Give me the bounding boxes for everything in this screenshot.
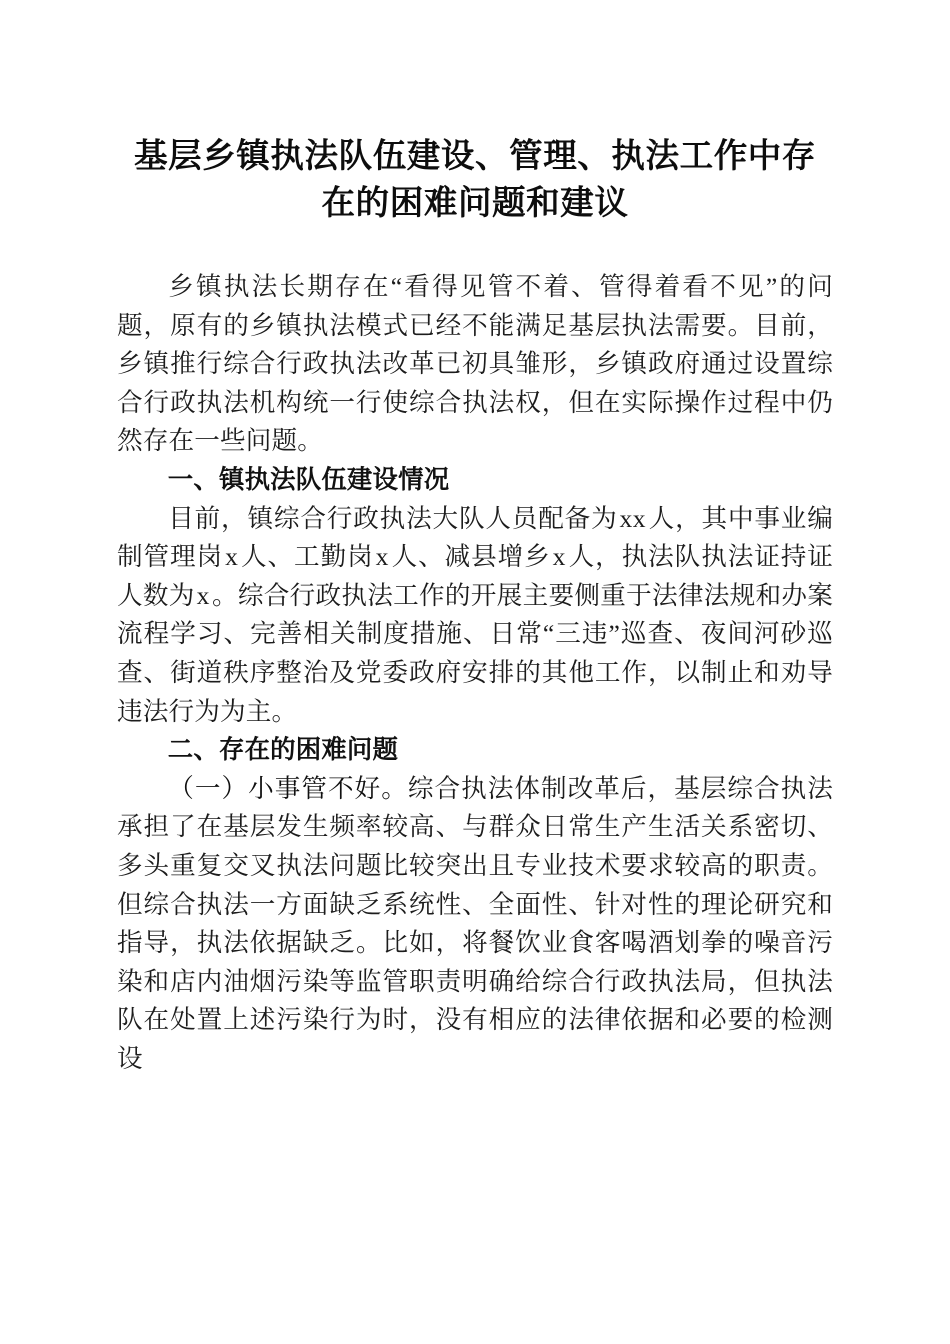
section-one-value-1: xx (619, 503, 646, 533)
page-title (117, 132, 833, 226)
section-one-value-2: x (225, 542, 239, 572)
heading-section-one: 一、镇执法队伍建设情况 (167, 465, 450, 494)
section-two-item-one (117, 770, 833, 1079)
page-title-line-1: 基层乡镇执法队伍建设、管理、执法工作中存 (134, 136, 816, 175)
section-one-text-part-2: 人，其中事业编制管理岗 (117, 503, 833, 572)
heading-section-two: 二、存在的困难问题 (167, 736, 399, 765)
section-two-item-one-body: 综合执法体制改革后，基层综合执法承担了在基层发生频率较高、与群众日常生产生活关系密切、多头重复交叉执法问题比较突出且专业技术要求较高的职责。但综合执法一方面缺乏系统性、全面性、针对性的理论研究和指导，执法依据缺乏。比如，将餐饮业食客喝酒划拳的噪音污染和店内油烟污染等监管职责明确给综合行政执法局，但执法队在处置上述污染行为时，没有相应的法律依据和必要的检测设 (117, 773, 833, 1073)
document-body (117, 268, 833, 1078)
section-one-text-part-4: 人、减县增乡 (390, 542, 551, 572)
section-one-text-part-5: 人，执法队执法证持证人数为 (117, 542, 833, 610)
section-one-value-3: x (375, 542, 389, 572)
section-one-body (117, 500, 833, 732)
intro-paragraph: 乡镇执法长期存在“看得见管不着、管得着看不见”的问题，原有的乡镇执法模式已经不能满足基层执法需要。目前，乡镇推行综合行政执法改革已初具雏形，乡镇政府通过设置综合行政执法机构统一行使综合执法权，但在实际操作过程中仍然存在一些问题。 (117, 272, 833, 456)
page-title-line-2: 在的困难问题和建议 (321, 183, 629, 222)
section-one-text-part-3: 人、工勤岗 (240, 542, 374, 572)
section-one-text-part-1: 目前，镇综合行政执法大队人员配备为 (168, 503, 618, 533)
section-one-value-5: x (196, 580, 210, 610)
section-one-value-4: x (552, 542, 566, 572)
section-two-item-one-lead: （一）小事管不好。 (168, 773, 408, 803)
section-one-text-part-6: 。综合行政执法工作的开展主要侧重于法律法规和办案流程学习、完善相关制度措施、日常“三违”巡查、夜间河砂巡查、街道秩序整治及党委政府安排的其他工作，以制止和劝导违法行为为主。 (117, 580, 834, 726)
